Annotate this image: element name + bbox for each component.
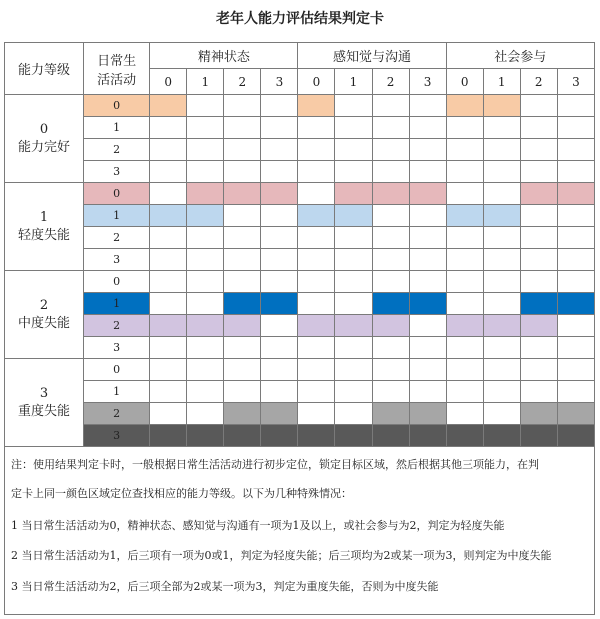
grid-cell — [298, 249, 335, 271]
grid-cell — [520, 271, 557, 293]
grid-cell — [557, 205, 594, 227]
grid-cell — [298, 381, 335, 403]
grid-cell — [483, 161, 520, 183]
subheader-value: 3 — [409, 69, 446, 95]
grid-cell — [557, 139, 594, 161]
grid-cell — [520, 293, 557, 315]
subheader-value: 2 — [520, 69, 557, 95]
grid-cell — [150, 117, 187, 139]
grid-cell — [261, 337, 298, 359]
table-row — [5, 315, 595, 337]
note-line: 3 当日常生活活动为2，后三项全部为2或某一项为3，判定为重度失能，否则为中度失能 — [11, 580, 439, 593]
activity-cell: 2 — [84, 403, 150, 425]
grid-cell — [335, 293, 372, 315]
subheader-value: 2 — [372, 69, 409, 95]
grid-cell — [557, 315, 594, 337]
grid-cell — [224, 183, 261, 205]
activity-cell: 1 — [84, 381, 150, 403]
subheader-value: 1 — [335, 69, 372, 95]
grid-cell — [409, 227, 446, 249]
grid-cell — [446, 205, 483, 227]
grid-cell — [372, 139, 409, 161]
note-line: 注：使用结果判定卡时，一般根据日常生活活动进行初步定位，锁定目标区域，然后根据其他三项能力，在判 — [11, 458, 539, 471]
grid-cell — [409, 95, 446, 117]
grid-cell — [372, 381, 409, 403]
level-name: 中度失能 — [18, 315, 71, 331]
header-activity — [84, 43, 150, 95]
grid-cell — [483, 183, 520, 205]
grid-cell — [446, 359, 483, 381]
table-row — [5, 117, 595, 139]
activity-cell: 1 — [84, 117, 150, 139]
grid-cell — [446, 227, 483, 249]
table-row — [5, 249, 595, 271]
subheader-value: 3 — [261, 69, 298, 95]
grid-cell — [483, 95, 520, 117]
grid-cell — [409, 117, 446, 139]
header-mental-state: 精神状态 — [150, 43, 298, 69]
grid-cell — [483, 205, 520, 227]
grid-cell — [150, 249, 187, 271]
grid-cell — [261, 183, 298, 205]
grid-cell — [261, 249, 298, 271]
grid-cell — [335, 161, 372, 183]
grid-cell — [224, 359, 261, 381]
grid-cell — [187, 403, 224, 425]
grid-cell — [335, 227, 372, 249]
grid-cell — [187, 205, 224, 227]
grid-cell — [261, 403, 298, 425]
grid-cell — [409, 205, 446, 227]
grid-cell — [187, 95, 224, 117]
grid-cell — [150, 205, 187, 227]
subheader-value: 1 — [187, 69, 224, 95]
grid-cell — [187, 227, 224, 249]
grid-cell — [409, 337, 446, 359]
grid-cell — [557, 381, 594, 403]
grid-cell — [372, 403, 409, 425]
grid-cell — [446, 403, 483, 425]
grid-cell — [372, 183, 409, 205]
grid-cell — [150, 95, 187, 117]
grid-cell — [446, 337, 483, 359]
header-activity-line2: 活活动 — [97, 72, 137, 88]
grid-cell — [261, 205, 298, 227]
grid-cell — [409, 403, 446, 425]
level-name: 轻度失能 — [18, 227, 71, 243]
grid-cell — [335, 359, 372, 381]
activity-cell: 2 — [84, 139, 150, 161]
grid-cell — [224, 139, 261, 161]
activity-cell: 0 — [84, 95, 150, 117]
subheader-value: 0 — [150, 69, 187, 95]
grid-cell — [372, 293, 409, 315]
grid-cell — [224, 337, 261, 359]
table-row — [5, 271, 595, 293]
grid-cell — [446, 293, 483, 315]
grid-cell — [298, 117, 335, 139]
activity-cell: 3 — [84, 337, 150, 359]
grid-cell — [409, 271, 446, 293]
grid-cell — [335, 205, 372, 227]
grid-cell — [187, 293, 224, 315]
grid-cell — [298, 227, 335, 249]
grid-cell — [483, 315, 520, 337]
grid-cell — [187, 249, 224, 271]
grid-cell — [150, 381, 187, 403]
usage-notes — [4, 444, 595, 615]
grid-cell — [372, 117, 409, 139]
grid-cell — [224, 293, 261, 315]
grid-cell — [150, 271, 187, 293]
grid-cell — [224, 315, 261, 337]
grid-cell — [224, 161, 261, 183]
subheader-value: 3 — [557, 69, 594, 95]
grid-cell — [150, 359, 187, 381]
grid-cell — [150, 139, 187, 161]
header-social-participation: 社会参与 — [446, 43, 594, 69]
grid-cell — [557, 117, 594, 139]
level-code: 1 — [39, 209, 49, 225]
subheader-value: 2 — [224, 69, 261, 95]
grid-cell — [298, 95, 335, 117]
table-row — [5, 95, 595, 117]
grid-cell — [409, 249, 446, 271]
grid-cell — [520, 381, 557, 403]
grid-cell — [261, 139, 298, 161]
grid-cell — [261, 95, 298, 117]
activity-cell: 3 — [84, 425, 150, 447]
grid-cell — [298, 161, 335, 183]
grid-cell — [298, 139, 335, 161]
grid-cell — [224, 95, 261, 117]
grid-cell — [446, 249, 483, 271]
grid-cell — [224, 117, 261, 139]
grid-cell — [298, 183, 335, 205]
grid-cell — [557, 95, 594, 117]
grid-cell — [335, 315, 372, 337]
grid-cell — [298, 271, 335, 293]
note-line: 2 当日常生活活动为1，后三项有一项为0或1，判定为轻度失能；后三项均为2或某一项为3，则判定为中度失能 — [11, 549, 552, 562]
subheader-value: 0 — [298, 69, 335, 95]
grid-cell — [187, 381, 224, 403]
table-row — [5, 403, 595, 425]
grid-cell — [483, 381, 520, 403]
grid-cell — [187, 315, 224, 337]
grid-cell — [372, 315, 409, 337]
level-code: 3 — [39, 385, 49, 401]
grid-cell — [261, 293, 298, 315]
grid-cell — [520, 315, 557, 337]
grid-cell — [298, 205, 335, 227]
note-line: 定卡上同一颜色区域定位查找相应的能力等级。以下为几种特殊情况： — [11, 487, 352, 500]
grid-cell — [150, 315, 187, 337]
level-cell — [5, 359, 84, 447]
grid-cell — [520, 95, 557, 117]
grid-cell — [298, 293, 335, 315]
grid-cell — [409, 315, 446, 337]
grid-cell — [224, 205, 261, 227]
grid-cell — [187, 359, 224, 381]
grid-cell — [409, 139, 446, 161]
grid-cell — [520, 403, 557, 425]
grid-cell — [520, 337, 557, 359]
activity-cell: 0 — [84, 359, 150, 381]
level-cell — [5, 183, 84, 271]
grid-cell — [409, 359, 446, 381]
grid-cell — [150, 183, 187, 205]
grid-cell — [335, 249, 372, 271]
grid-cell — [224, 227, 261, 249]
grid-cell — [372, 227, 409, 249]
activity-cell: 1 — [84, 205, 150, 227]
grid-cell — [446, 271, 483, 293]
grid-cell — [298, 315, 335, 337]
grid-cell — [335, 139, 372, 161]
grid-cell — [520, 227, 557, 249]
grid-cell — [261, 315, 298, 337]
grid-cell — [446, 139, 483, 161]
grid-cell — [335, 403, 372, 425]
table-row — [5, 139, 595, 161]
subheader-value: 1 — [483, 69, 520, 95]
grid-cell — [409, 183, 446, 205]
table-row — [5, 227, 595, 249]
grid-cell — [557, 337, 594, 359]
grid-cell — [520, 249, 557, 271]
grid-cell — [335, 381, 372, 403]
subheader-value: 0 — [446, 69, 483, 95]
grid-cell — [150, 293, 187, 315]
activity-cell: 3 — [84, 249, 150, 271]
level-code: 2 — [39, 297, 49, 313]
grid-cell — [261, 161, 298, 183]
grid-cell — [150, 227, 187, 249]
grid-cell — [557, 249, 594, 271]
activity-cell: 0 — [84, 183, 150, 205]
level-cell — [5, 95, 84, 183]
grid-cell — [557, 227, 594, 249]
grid-cell — [520, 139, 557, 161]
grid-cell — [372, 359, 409, 381]
grid-cell — [446, 183, 483, 205]
header-level: 能力等级 — [5, 43, 84, 95]
header-perception-communication: 感知觉与沟通 — [298, 43, 446, 69]
grid-cell — [483, 117, 520, 139]
grid-cell — [187, 183, 224, 205]
grid-cell — [557, 161, 594, 183]
grid-cell — [483, 227, 520, 249]
grid-cell — [483, 337, 520, 359]
level-cell — [5, 271, 84, 359]
grid-cell — [557, 359, 594, 381]
activity-cell: 2 — [84, 315, 150, 337]
grid-cell — [446, 315, 483, 337]
grid-cell — [335, 95, 372, 117]
assessment-table — [4, 42, 595, 447]
grid-cell — [446, 117, 483, 139]
table-row — [5, 293, 595, 315]
grid-cell — [187, 271, 224, 293]
grid-cell — [372, 205, 409, 227]
grid-cell — [557, 271, 594, 293]
table-row — [5, 337, 595, 359]
grid-cell — [409, 161, 446, 183]
grid-cell — [446, 381, 483, 403]
level-name: 能力完好 — [18, 139, 71, 155]
table-row — [5, 183, 595, 205]
grid-cell — [557, 183, 594, 205]
grid-cell — [557, 293, 594, 315]
grid-cell — [483, 271, 520, 293]
grid-cell — [446, 161, 483, 183]
table-row — [5, 161, 595, 183]
level-code: 0 — [39, 121, 49, 137]
grid-cell — [483, 403, 520, 425]
grid-cell — [483, 359, 520, 381]
grid-cell — [372, 271, 409, 293]
level-name: 重度失能 — [18, 403, 71, 419]
grid-cell — [187, 117, 224, 139]
grid-cell — [335, 117, 372, 139]
grid-cell — [335, 337, 372, 359]
grid-cell — [150, 403, 187, 425]
grid-cell — [446, 95, 483, 117]
grid-cell — [261, 381, 298, 403]
grid-cell — [409, 381, 446, 403]
grid-cell — [520, 205, 557, 227]
note-line: 1 当日常生活活动为0，精神状态、感知觉与沟通有一项为1及以上，或社会参与为2，判定为轻度失能 — [11, 519, 505, 532]
grid-cell — [372, 161, 409, 183]
grid-cell — [224, 381, 261, 403]
grid-cell — [520, 183, 557, 205]
card-title: 老年人能力评估结果判定卡 — [216, 11, 384, 27]
grid-cell — [483, 139, 520, 161]
grid-cell — [261, 117, 298, 139]
grid-cell — [372, 95, 409, 117]
grid-cell — [557, 403, 594, 425]
table-row — [5, 381, 595, 403]
grid-cell — [298, 403, 335, 425]
grid-cell — [483, 249, 520, 271]
grid-cell — [224, 249, 261, 271]
grid-cell — [520, 161, 557, 183]
grid-cell — [150, 337, 187, 359]
activity-cell: 1 — [84, 293, 150, 315]
grid-cell — [261, 359, 298, 381]
grid-cell — [187, 139, 224, 161]
grid-cell — [261, 271, 298, 293]
grid-cell — [372, 249, 409, 271]
grid-cell — [520, 359, 557, 381]
grid-cell — [224, 271, 261, 293]
grid-cell — [298, 337, 335, 359]
grid-cell — [520, 117, 557, 139]
grid-cell — [409, 293, 446, 315]
activity-cell: 0 — [84, 271, 150, 293]
header-activity-line1: 日常生 — [97, 53, 137, 69]
activity-cell: 3 — [84, 161, 150, 183]
grid-cell — [224, 403, 261, 425]
activity-cell: 2 — [84, 227, 150, 249]
grid-cell — [298, 359, 335, 381]
grid-cell — [187, 161, 224, 183]
grid-cell — [150, 161, 187, 183]
grid-cell — [335, 271, 372, 293]
table-row — [5, 359, 595, 381]
grid-cell — [335, 183, 372, 205]
grid-cell — [187, 337, 224, 359]
grid-cell — [372, 337, 409, 359]
table-row — [5, 205, 595, 227]
grid-cell — [261, 227, 298, 249]
grid-cell — [483, 293, 520, 315]
